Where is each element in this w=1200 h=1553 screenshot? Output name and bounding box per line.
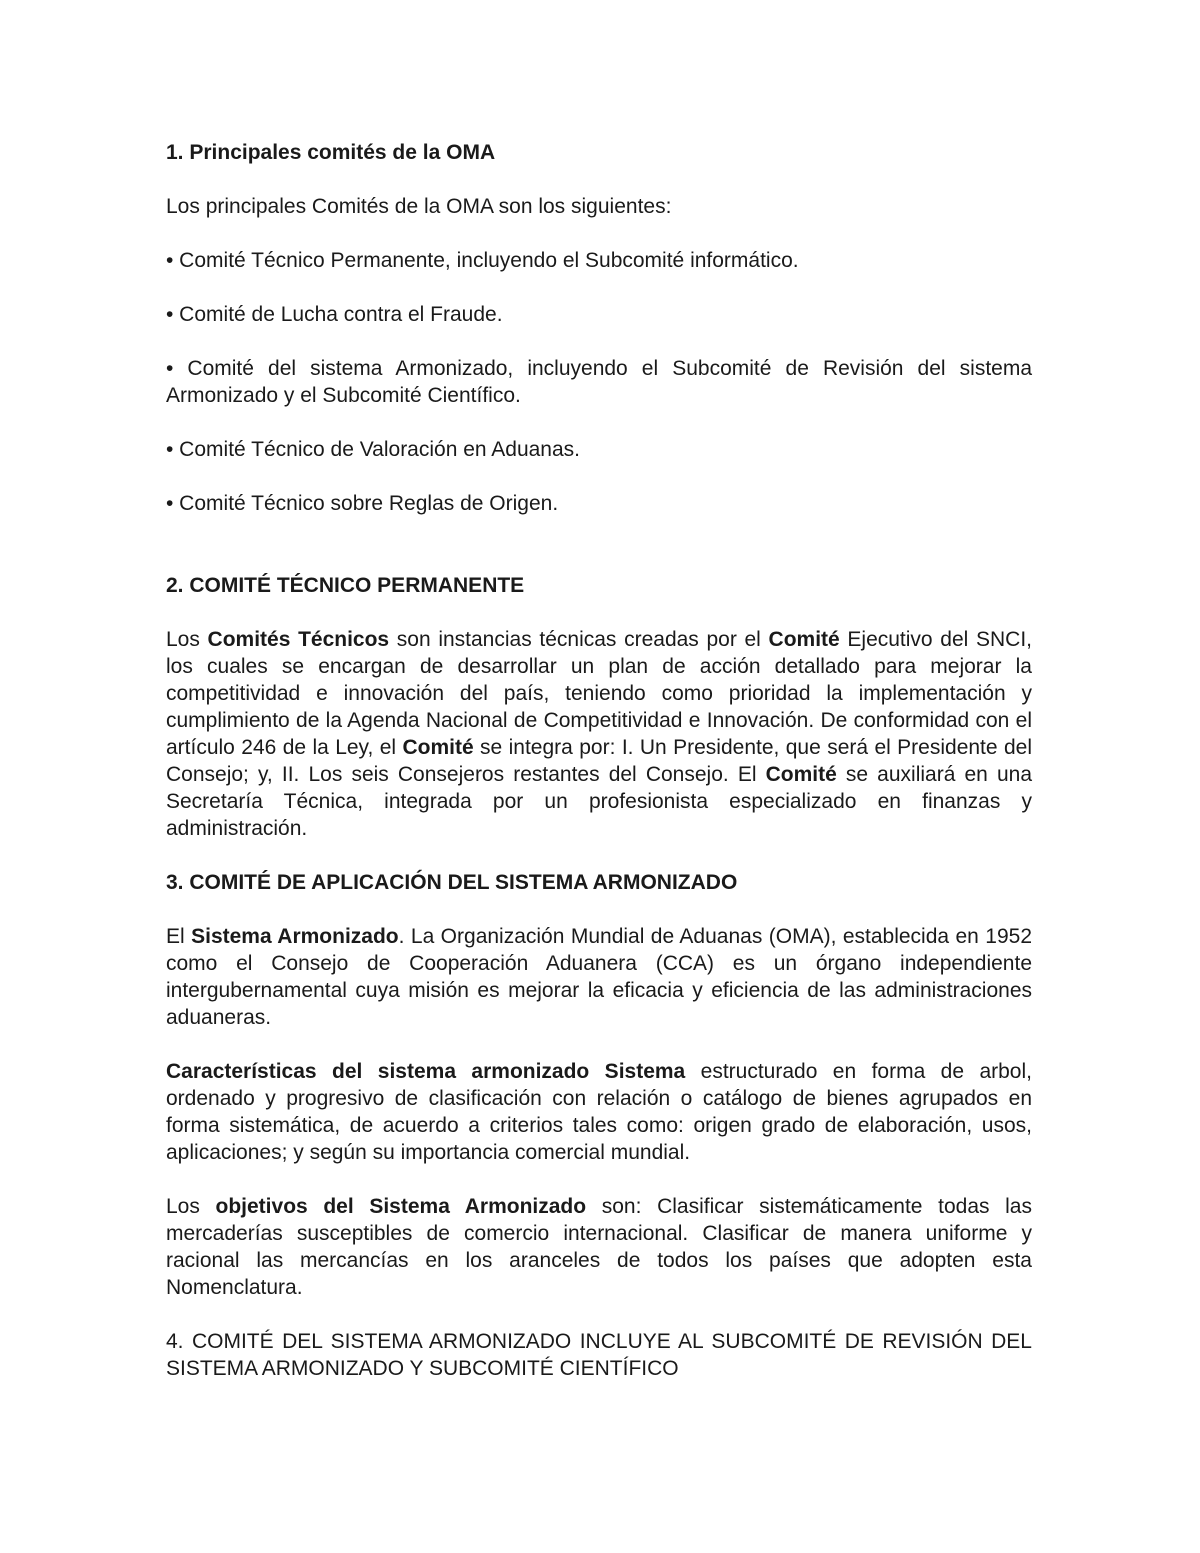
section-3-heading: 3. COMITÉ DE APLICACIÓN DEL SISTEMA ARMONIZADO — [166, 871, 738, 894]
section-3-paragraph-2 — [166, 1058, 1032, 1166]
bold-term: Comité — [765, 763, 837, 786]
text-run: son instancias técnicas creadas por el — [389, 628, 769, 651]
section-2-heading: 2. COMITÉ TÉCNICO PERMANENTE — [166, 574, 525, 597]
text-run: se integra por: I. Un Presidente, que será el Presidente del Consejo; y, II. Los seis Consejeros restantes del Consejo. El — [166, 736, 1032, 786]
bold-term: objetivos del Sistema Armonizado — [215, 1195, 587, 1218]
section-3-paragraph-3 — [166, 1193, 1032, 1301]
bullet-item: • Comité de Lucha contra el Fraude. — [166, 303, 503, 326]
text-run: estructurado en forma de arbol, ordenado y progresivo de clasificación con relación o catálogo de bienes agrupados en forma sistemática, de acuerdo a criterios tales como: origen grado de elaboración, usos, aplicaciones; y según su importancia comercial mundial. — [166, 1060, 1032, 1164]
document-page — [166, 139, 1032, 1382]
bullet-item: • Comité Técnico Permanente, incluyendo el Subcomité informático. — [166, 249, 799, 272]
section-1-heading: 1. Principales comités de la OMA — [166, 141, 496, 164]
section-4-heading: 4. COMITÉ DEL SISTEMA ARMONIZADO INCLUYE AL SUBCOMITÉ DE REVISIÓN DEL SISTEMA ARMONIZADO Y SUBCOMITÉ CIENTÍFICO — [166, 1330, 1032, 1380]
text-run: Ejecutivo del SNCI, los cuales se encargan de desarrollar un plan de acción detallado para mejorar la competitividad e innovación del país, teniendo como prioridad la implementación y cumplimiento de la Agenda Nacional de Competitividad e Innovación. De conformidad con el artículo 246 de la Ley, el — [166, 628, 1032, 759]
section-1-intro: Los principales Comités de la OMA son los siguientes: — [166, 195, 672, 218]
bold-term: Sistema Armonizado — [191, 925, 399, 948]
text-run: . La Organización Mundial de Aduanas (OMA), establecida en 1952 como el Consejo de Cooperación Aduanera (CCA) es un órgano independiente intergubernamental cuya misión es mejorar la eficacia y eficiencia de las administraciones aduaneras. — [166, 925, 1032, 1029]
text-run: se auxiliará en una Secretaría Técnica, integrada por un profesionista especializado en finanzas y administración. — [166, 763, 1033, 840]
section-3-paragraph-1 — [166, 923, 1032, 1031]
text-run: El — [166, 925, 192, 948]
bullet-item: • Comité del sistema Armonizado, incluyendo el Subcomité de Revisión del sistema Armonizado y el Subcomité Científico. — [166, 357, 1032, 407]
bold-term: Comités Técnicos — [207, 628, 390, 651]
text-run: Los — [166, 628, 208, 651]
bold-term: Comité — [402, 736, 474, 759]
section-2-paragraph — [166, 626, 1032, 842]
bold-term: Comité — [768, 628, 840, 651]
bullet-item: • Comité Técnico de Valoración en Aduanas. — [166, 438, 580, 461]
bold-term: Características del sistema armonizado Sistema — [166, 1060, 686, 1083]
text-run: Los — [166, 1195, 216, 1218]
text-run: son: Clasificar sistemáticamente todas las mercaderías susceptibles de comercio internacional. Clasificar de manera uniforme y racional las mercancías en los aranceles de todos los países que adopten esta Nomenclatura. — [166, 1195, 1032, 1299]
bullet-item: • Comité Técnico sobre Reglas de Origen. — [166, 492, 559, 515]
